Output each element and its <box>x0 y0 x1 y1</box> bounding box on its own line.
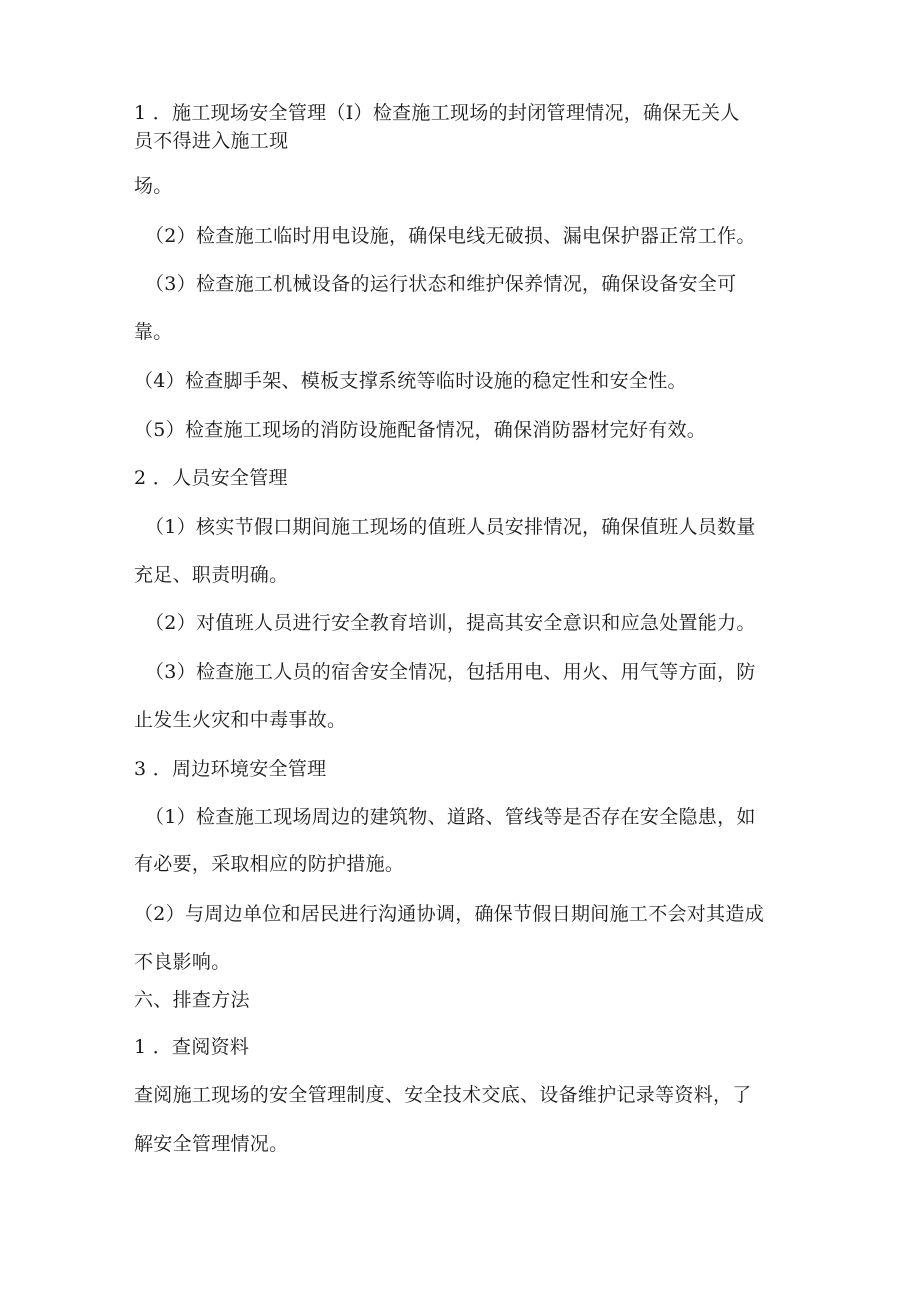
item-3-1-text-line1: （1）检查施工现场周边的建筑物、道路、管线等是否存在安全隐患，如 <box>145 806 756 828</box>
method-1-heading: 1 ．查阅资料 <box>134 1036 250 1058</box>
item-2-1-text-line2: 充足、职责明确。 <box>134 564 289 586</box>
section-3-heading: 3 ．周边环境安全管理 <box>134 758 327 780</box>
item-1-2-text: （2）检查施工临时用电设施，确保电线无破损、漏电保护器正常工作。 <box>145 225 756 247</box>
item-2-3-text-line2: 止发生火灾和中毒事故。 <box>134 709 347 731</box>
item-3-1-text-line2: 有必要，采取相应的防护措施。 <box>134 853 405 875</box>
item-2-1-text-line1: （1）核实节假口期间施工现场的值班人员安排情况，确保值班人员数量 <box>145 516 756 538</box>
item-1-3-text-line2: 靠。 <box>134 321 173 343</box>
item-1-heading-line3: 场。 <box>134 175 173 197</box>
method-1-text-line1: 查阅施工现场的安全管理制度、安全技术交底、设备维护记录等资料，了 <box>134 1084 752 1106</box>
item-1-heading-line2: 员不得进入施工现 <box>134 130 289 152</box>
item-3-2-text-line2: 不良影响。 <box>134 951 231 973</box>
item-1-5-text: （5）检查施工现场的消防设施配备情况，确保消防器材完好有效。 <box>134 419 707 441</box>
item-1-3-text-line1: （3）检查施工机械设备的运行状态和维护保养情况，确保设备安全可 <box>145 273 737 295</box>
item-1-heading-line1: 1 ．施工现场安全管理（I）检查施工现场的封闭管理情况，确保无关人 <box>134 102 740 124</box>
item-3-2-text-line1: （2）与周边单位和居民进行沟通协调，确保节假日期间施工不会对其造成 <box>134 903 764 925</box>
section-2-heading: 2 ．人员安全管理 <box>134 467 288 489</box>
method-1-text-line2: 解安全管理情况。 <box>134 1133 289 1155</box>
item-1-4-text: （4）检查脚手架、模板支撑系统等临时设施的稳定性和安全性。 <box>134 370 687 392</box>
item-2-3-text-line1: （3）检查施工人员的宿舍安全情况，包括用电、用火、用气等方面，防 <box>145 661 756 683</box>
item-2-2-text: （2）对值班人员进行安全教育培训，提高其安全意识和应急处置能力。 <box>145 612 756 634</box>
section-6-heading: 六、排查方法 <box>134 989 250 1011</box>
